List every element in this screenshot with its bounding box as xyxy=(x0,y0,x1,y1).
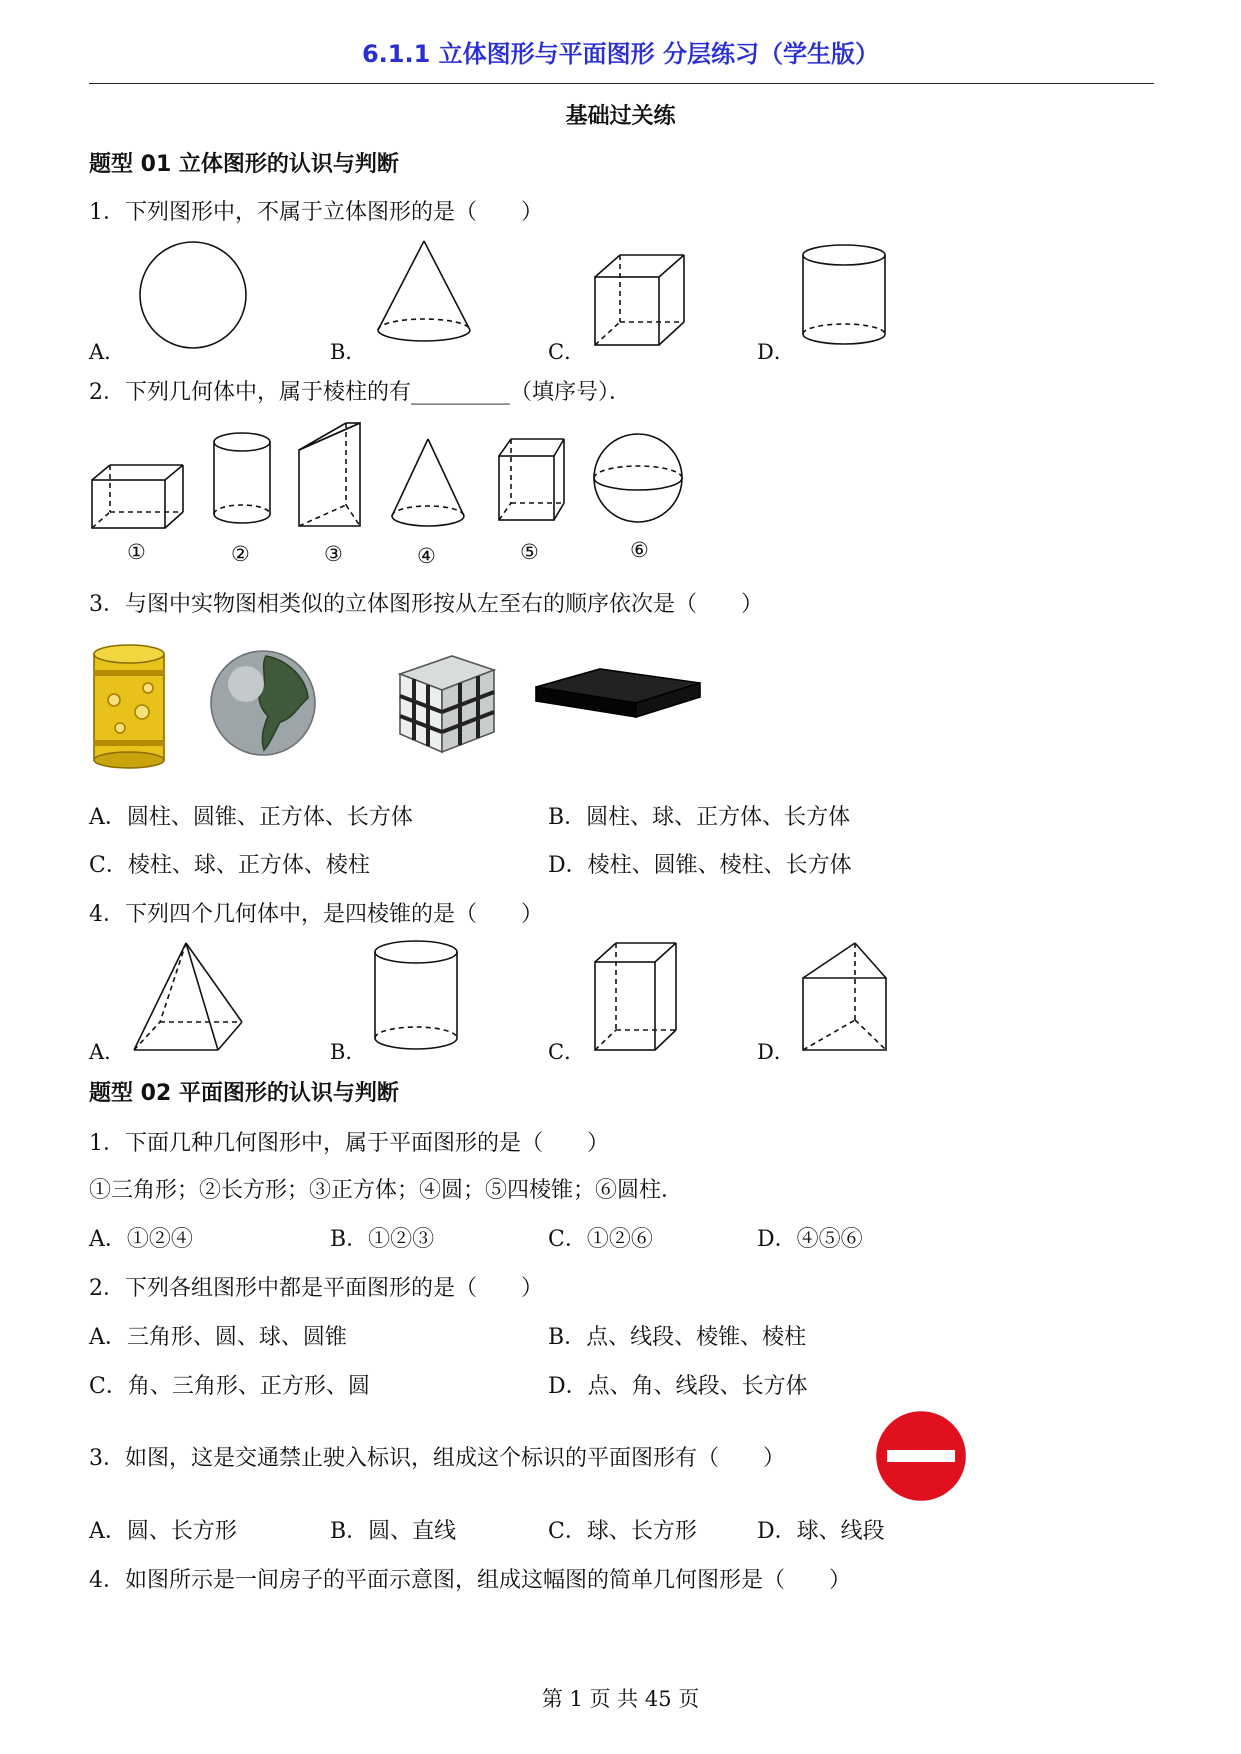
triangular-prism-figure xyxy=(296,420,366,530)
t2-q1-option-b: B．①②③ xyxy=(330,1227,435,1252)
page-header-title: 6.1.1 立体图形与平面图形 分层练习（学生版） xyxy=(361,40,880,68)
sphere-figure xyxy=(590,430,686,526)
square-pyramid-figure xyxy=(130,940,245,1055)
t1-q4-label-b: B． xyxy=(330,1040,367,1064)
cylinder-figure xyxy=(800,242,890,354)
t1-q2-num-4: ④ xyxy=(417,544,436,568)
t2-q1-option-d: D．④⑤⑥ xyxy=(757,1227,863,1252)
type-02-title: 题型 02 平面图形的认识与判断 xyxy=(89,1081,399,1106)
t2-q2-option-b: B．点、线段、棱锥、棱柱 xyxy=(548,1325,807,1350)
t1-q2-num-6: ⑥ xyxy=(630,538,649,562)
rubik-cube-photo xyxy=(392,652,502,757)
no-entry-sign-icon xyxy=(875,1410,967,1502)
t1-q2-num-3: ③ xyxy=(324,542,343,566)
t2-q2-option-c: C．角、三角形、正方形、圆 xyxy=(89,1374,370,1399)
circle-figure xyxy=(135,240,250,350)
t2-q3-option-c: C．球、长方形 xyxy=(548,1519,697,1544)
t1-q3-option-d: D．棱柱、圆锥、棱柱、长方体 xyxy=(548,853,852,878)
t1-q4-label-d: D． xyxy=(757,1040,795,1064)
t2-q3-option-b: B．圆、直线 xyxy=(330,1519,457,1544)
t1-q1-label-a: A． xyxy=(89,340,126,364)
t1-q4-text: 4．下列四个几何体中，是四棱锥的是（ ） xyxy=(89,902,543,927)
t2-q1-option-c: C．①②⑥ xyxy=(548,1227,653,1252)
t1-q2-num-2: ② xyxy=(231,542,250,566)
header-divider xyxy=(89,83,1154,84)
small-cone-figure xyxy=(388,436,468,532)
cylinder-option-figure xyxy=(372,938,462,1056)
t1-q4-label-a: A． xyxy=(89,1040,126,1064)
t2-q1-text: 1．下面几种几何图形中，属于平面图形的是（ ） xyxy=(89,1131,609,1156)
t1-q2-num-1: ① xyxy=(127,540,146,564)
t1-q3-text: 3．与图中实物图相类似的立体图形按从左至右的顺序依次是（ ） xyxy=(89,592,763,617)
t1-q1-text: 1．下列图形中，不属于立体图形的是（ ） xyxy=(89,200,543,225)
t2-q1-option-a: A．①②④ xyxy=(89,1227,193,1252)
page-footer: 第 1 页 共 45 页 xyxy=(541,1687,700,1711)
cube-prism-figure xyxy=(496,436,568,526)
t2-q2-option-d: D．点、角、线段、长方体 xyxy=(548,1374,808,1399)
t1-q3-option-c: C．棱柱、球、正方体、棱柱 xyxy=(89,853,370,878)
t1-q1-label-c: C． xyxy=(548,340,586,364)
black-box-photo xyxy=(530,665,705,725)
cuboid-option-figure xyxy=(592,940,682,1055)
t1-q2-text: 2．下列几何体中，属于棱柱的有_________（填序号）． xyxy=(89,380,631,405)
cube-figure xyxy=(592,252,687,350)
t1-q3-option-b: B．圆柱、球、正方体、长方体 xyxy=(548,805,851,830)
t1-q3-option-a: A．圆柱、圆锥、正方体、长方体 xyxy=(89,805,413,830)
t2-q3-option-d: D．球、线段 xyxy=(757,1519,885,1544)
t2-q3-option-a: A．圆、长方形 xyxy=(89,1519,237,1544)
section-title: 基础过关练 xyxy=(565,104,676,129)
t2-q4-text: 4．如图所示是一间房子的平面示意图，组成这幅图的简单几何图形是（ ） xyxy=(89,1568,851,1593)
t1-q4-label-c: C． xyxy=(548,1040,586,1064)
t2-q2-text: 2．下列各组图形中都是平面图形的是（ ） xyxy=(89,1276,543,1301)
cuboid-figure xyxy=(90,462,188,532)
t2-q3-text: 3．如图，这是交通禁止驶入标识，组成这个标识的平面图形有（ ） xyxy=(89,1446,785,1471)
t2-q1-items: ①三角形；②长方形；③正方体；④圆；⑤四棱锥；⑥圆柱． xyxy=(89,1178,684,1203)
t1-q1-label-d: D． xyxy=(757,340,795,364)
triangular-prism-option-figure xyxy=(800,940,890,1055)
tea-can-photo xyxy=(90,640,170,770)
t2-q2-option-a: A．三角形、圆、球、圆锥 xyxy=(89,1325,347,1350)
t1-q1-label-b: B． xyxy=(330,340,367,364)
small-cylinder-figure xyxy=(210,430,274,530)
globe-photo xyxy=(208,648,318,758)
t1-q2-num-5: ⑤ xyxy=(520,540,539,564)
type-01-title: 题型 01 立体图形的认识与判断 xyxy=(89,152,399,177)
cone-figure xyxy=(372,238,477,348)
